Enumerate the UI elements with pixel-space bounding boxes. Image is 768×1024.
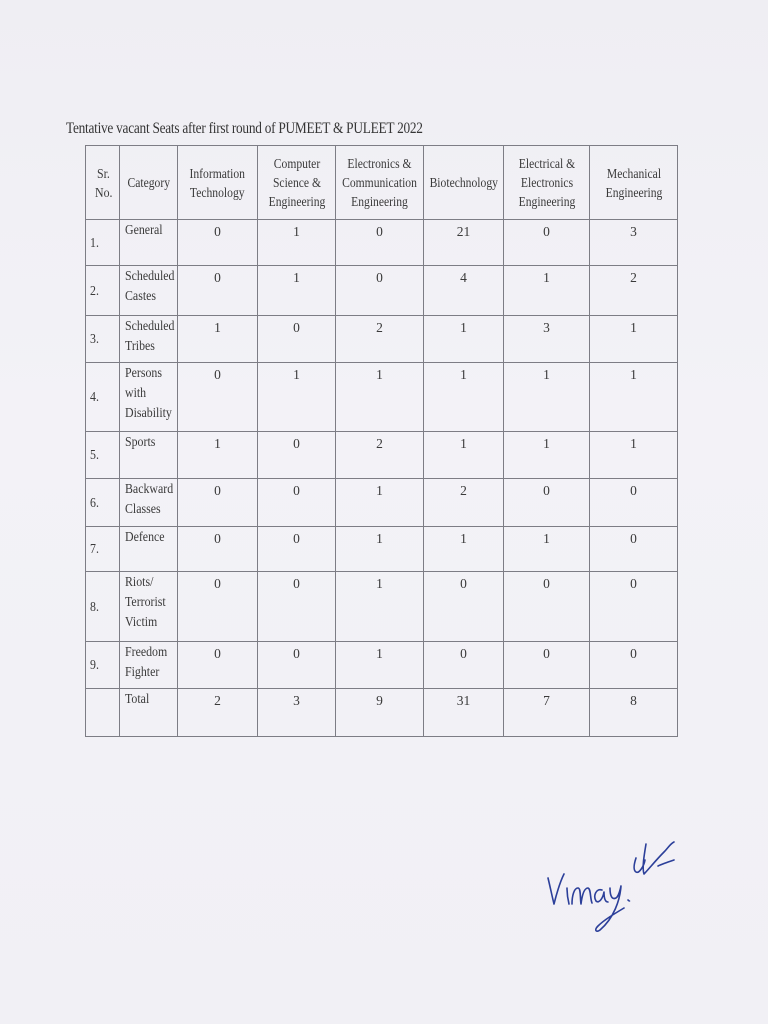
category-line: Tribes (125, 338, 155, 353)
seat-count-cell: 0 (424, 572, 504, 642)
seat-count-cell: 0 (336, 266, 424, 316)
seat-count-cell: 1 (504, 363, 590, 432)
seat-count-cell: 1 (424, 316, 504, 363)
sr-no-text: 6. (90, 494, 99, 510)
seat-count-cell: 1 (178, 432, 258, 479)
category-line: Classes (125, 501, 161, 516)
sr-no-cell (86, 220, 120, 266)
seat-count-cell: 0 (178, 363, 258, 432)
sr-no-text: 3. (90, 331, 99, 346)
category-line: Scheduled (125, 268, 175, 283)
seat-count-cell: 0 (258, 479, 336, 527)
table-row (86, 642, 678, 689)
header-branch (424, 146, 504, 220)
header-branch-line: Engineering (518, 194, 575, 209)
seat-count-cell: 1 (590, 316, 678, 363)
seat-count-cell: 1 (504, 527, 590, 572)
category-line: Freedom (125, 644, 168, 659)
sr-no-text: 8. (90, 598, 99, 614)
category-cell (120, 363, 178, 432)
sr-no-text: 7. (90, 541, 99, 556)
seat-count-cell: 0 (336, 220, 424, 266)
sr-no-cell (86, 572, 120, 642)
seat-count-cell: 0 (258, 642, 336, 689)
header-branch-line: Biotechnology (429, 175, 498, 190)
category-cell (120, 572, 178, 642)
category-line: Total (125, 691, 150, 706)
header-branch (258, 146, 336, 220)
table-header-row (86, 146, 678, 220)
header-branch-line: Information (189, 165, 246, 181)
table-body (86, 220, 678, 737)
sr-no-cell (86, 527, 120, 572)
seat-count-cell: 0 (590, 572, 678, 642)
seat-count-cell: 1 (336, 642, 424, 689)
seat-count-cell: 0 (590, 527, 678, 572)
seat-count-cell: 0 (178, 572, 258, 642)
seat-count-cell: 0 (504, 572, 590, 642)
seat-count-cell: 0 (178, 220, 258, 266)
table-row (86, 266, 678, 316)
seat-count-cell: 7 (504, 689, 590, 737)
seat-count-cell: 1 (258, 220, 336, 266)
seat-count-cell: 1 (336, 479, 424, 527)
svg-text:Vinay: Vinay (540, 830, 543, 831)
seat-count-cell: 2 (424, 479, 504, 527)
seat-count-cell: 2 (336, 432, 424, 479)
category-line: Disability (125, 405, 172, 420)
table-row (86, 572, 678, 642)
seat-count-cell: 1 (590, 432, 678, 479)
seat-count-cell: 1 (504, 266, 590, 316)
header-category-label: Category (127, 175, 170, 190)
header-branch (504, 146, 590, 220)
sr-no-text: 4. (90, 389, 99, 404)
vacant-seats-table (85, 145, 678, 737)
table-row (86, 316, 678, 363)
sr-no-cell (86, 363, 120, 432)
header-branch-line: Technology (190, 184, 245, 200)
seat-count-cell: 0 (178, 527, 258, 572)
sr-no-cell (86, 316, 120, 363)
header-branch-line: Science & (272, 175, 321, 190)
category-line: with (125, 385, 147, 400)
category-cell (120, 266, 178, 316)
seat-count-cell: 2 (178, 689, 258, 737)
sr-no-cell (86, 266, 120, 316)
category-cell (120, 527, 178, 572)
seat-count-cell: 3 (504, 316, 590, 363)
seat-count-cell: 2 (590, 266, 678, 316)
seat-count-cell: 0 (258, 432, 336, 479)
seat-count-cell: 0 (258, 316, 336, 363)
category-line: Fighter (125, 664, 160, 679)
category-line: Scheduled (125, 318, 175, 333)
table-row (86, 432, 678, 479)
header-branch-line: Engineering (351, 194, 408, 209)
sr-no-cell (86, 432, 120, 479)
seat-count-cell: 1 (258, 266, 336, 316)
category-cell (120, 479, 178, 527)
sr-no-cell (86, 642, 120, 689)
seat-count-cell: 3 (258, 689, 336, 737)
header-branch-line: Engineering (268, 194, 325, 209)
header-sr-no (86, 146, 120, 220)
category-cell (120, 432, 178, 479)
header-branch-line: Communication (342, 175, 417, 190)
category-line: Terrorist (125, 594, 166, 609)
sr-no-text: 2. (90, 282, 99, 298)
category-line: Castes (125, 288, 157, 303)
seat-count-cell: 0 (504, 220, 590, 266)
seat-count-cell: 1 (504, 432, 590, 479)
category-line: Defence (125, 529, 165, 544)
seat-count-cell: 31 (424, 689, 504, 737)
seat-count-cell: 0 (178, 642, 258, 689)
seat-count-cell: 1 (258, 363, 336, 432)
seat-count-cell: 0 (258, 527, 336, 572)
category-line: Sports (125, 434, 156, 449)
sr-no-text: 9. (90, 657, 99, 672)
header-branch (178, 146, 258, 220)
seat-count-cell: 3 (590, 220, 678, 266)
seat-count-cell: 1 (178, 316, 258, 363)
seat-count-cell: 1 (336, 572, 424, 642)
sr-no-text: 1. (90, 234, 99, 250)
total-row (86, 689, 678, 737)
header-sr-no-line: Sr. (97, 165, 111, 181)
seat-count-cell: 4 (424, 266, 504, 316)
seat-count-cell: 0 (590, 642, 678, 689)
seat-count-cell: 0 (590, 479, 678, 527)
seat-count-cell: 1 (336, 527, 424, 572)
seat-count-cell: 8 (590, 689, 678, 737)
header-branch-line: Mechanical (606, 165, 661, 181)
header-branch-line: Electronics (520, 175, 573, 190)
seat-count-cell: 1 (590, 363, 678, 432)
category-line: General (125, 222, 163, 237)
seat-count-cell: 9 (336, 689, 424, 737)
category-cell (120, 642, 178, 689)
category-line: Backward (125, 481, 174, 496)
category-line: Persons (125, 365, 162, 380)
seat-count-cell: 0 (178, 479, 258, 527)
header-sr-no-line: No. (94, 184, 113, 200)
table-row (86, 363, 678, 432)
seat-count-cell: 21 (424, 220, 504, 266)
header-branch (336, 146, 424, 220)
header-branch-line: Electronics & (347, 156, 412, 171)
sr-no-cell (86, 689, 120, 737)
category-line: Victim (125, 614, 158, 629)
seat-count-cell: 1 (424, 432, 504, 479)
seat-count-cell: 0 (178, 266, 258, 316)
seat-count-cell: 1 (424, 363, 504, 432)
document-title: Tentative vacant Seats after first round of PUMEET & PULEET 2022 (66, 120, 423, 137)
table-row (86, 527, 678, 572)
table-row (86, 220, 678, 266)
seat-count-cell: 2 (336, 316, 424, 363)
seat-count-cell: 0 (258, 572, 336, 642)
table-row (86, 479, 678, 527)
seat-count-cell: 0 (424, 642, 504, 689)
category-cell (120, 220, 178, 266)
seat-count-cell: 0 (504, 479, 590, 527)
category-cell (120, 316, 178, 363)
sr-no-cell (86, 479, 120, 527)
header-branch-line: Electrical & (518, 156, 575, 171)
sr-no-text: 5. (90, 447, 99, 462)
category-line: Riots/ (125, 574, 154, 589)
header-category (120, 146, 178, 220)
seat-count-cell: 1 (424, 527, 504, 572)
category-cell (120, 689, 178, 737)
header-branch-line: Computer (273, 156, 320, 171)
header-branch (590, 146, 678, 220)
seat-count-cell: 1 (336, 363, 424, 432)
header-branch-line: Engineering (605, 184, 662, 200)
seat-count-cell: 0 (504, 642, 590, 689)
handwritten-signature (540, 830, 690, 940)
